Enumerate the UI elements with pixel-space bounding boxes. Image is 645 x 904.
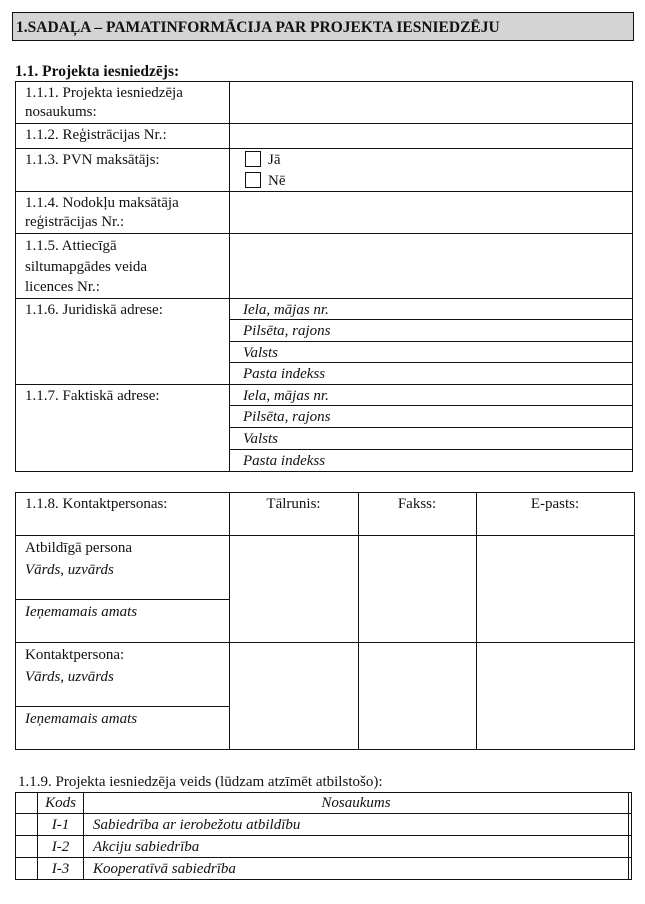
type-code: I-2 (51, 839, 70, 855)
type-code: I-3 (51, 861, 70, 877)
legal-postal-field[interactable]: Pasta indekss (243, 366, 326, 382)
applicant-type-title: 1.1.9. Projekta iesniedzēja veids (lūdzam atzīmēt atbilstošo): (18, 774, 383, 790)
col-code-header: Kods (45, 795, 76, 811)
responsible-person-label: Atbildīgā persona (25, 540, 133, 556)
actual-country-field[interactable]: Valsts (243, 431, 279, 447)
legal-country-field[interactable]: Valsts (243, 345, 279, 361)
contact-position-field[interactable]: Ieņemamais amats (25, 711, 138, 727)
responsible-email-field[interactable] (477, 536, 634, 642)
tax-label: 1.1.4. Nodokļu maksātāja (25, 195, 179, 211)
contact-email-field[interactable] (477, 643, 634, 749)
type-checkbox-cell[interactable] (16, 814, 37, 835)
vat-label: 1.1.3. PVN maksātājs: (25, 152, 160, 168)
col-name-header: Nosaukums (321, 795, 391, 811)
reg-nr-label: 1.1.2. Reģistrācijas Nr.: (25, 127, 167, 143)
type-name: Sabiedrība ar ierobežotu atbildību (93, 817, 301, 833)
actual-address-label: 1.1.7. Faktiskā adrese: (25, 388, 160, 404)
phone-header: Tālrunis: (266, 496, 321, 512)
reg-nr-value-field[interactable] (230, 124, 632, 148)
actual-city-field[interactable]: Pilsēta, rajons (243, 409, 331, 425)
actual-postal-field[interactable]: Pasta indekss (243, 453, 326, 469)
contact-phone-field[interactable] (230, 643, 358, 749)
responsible-fax-field[interactable] (359, 536, 476, 642)
vat-yes-checkbox[interactable] (245, 151, 261, 167)
actual-street-field[interactable]: Iela, mājas nr. (243, 388, 329, 404)
type-code: I-1 (51, 817, 70, 833)
license-label-line3: licences Nr.: (25, 279, 100, 295)
name-label-line2: nosaukums: (25, 104, 97, 120)
name-value-field[interactable] (230, 82, 632, 123)
type-checkbox-cell[interactable] (16, 836, 37, 857)
contact-name-field[interactable]: Vārds, uzvārds (25, 669, 114, 685)
email-header: E-pasts: (530, 496, 580, 512)
vat-yes-label: Jā (268, 152, 281, 168)
name-label: 1.1.1. Projekta iesniedzēja (25, 85, 183, 101)
contacts-header: 1.1.8. Kontaktpersonas: (25, 496, 168, 512)
fax-header: Fakss: (397, 496, 437, 512)
tax-value-field[interactable] (230, 192, 632, 233)
license-label: 1.1.5. Attiecīgā (25, 238, 117, 254)
type-checkbox-cell[interactable] (16, 858, 37, 879)
tax-label-line2: reģistrācijas Nr.: (25, 214, 125, 230)
vat-no-label: Nē (268, 173, 286, 189)
license-value-field[interactable] (230, 234, 632, 298)
contact-fax-field[interactable] (359, 643, 476, 749)
responsible-position-field[interactable]: Ieņemamais amats (25, 604, 138, 620)
legal-city-field[interactable]: Pilsēta, rajons (243, 323, 331, 339)
subsection-title: 1.1. Projekta iesniedzējs: (15, 63, 180, 80)
legal-street-field[interactable]: Iela, mājas nr. (243, 302, 329, 318)
responsible-phone-field[interactable] (230, 536, 358, 642)
responsible-name-field[interactable]: Vārds, uzvārds (25, 562, 114, 578)
type-name: Akciju sabiedrība (93, 839, 200, 855)
type-name: Kooperatīvā sabiedrība (93, 861, 236, 877)
legal-address-label: 1.1.6. Juridiskā adrese: (25, 302, 163, 318)
vat-no-checkbox[interactable] (245, 172, 261, 188)
section-title: 1.SADAĻA – PAMATINFORMĀCIJA PAR PROJEKTA IESNIEDZĒJU (12, 12, 634, 41)
license-label-line2: siltumapgādes veida (25, 259, 148, 275)
contact-person-label: Kontaktpersona: (25, 647, 125, 663)
